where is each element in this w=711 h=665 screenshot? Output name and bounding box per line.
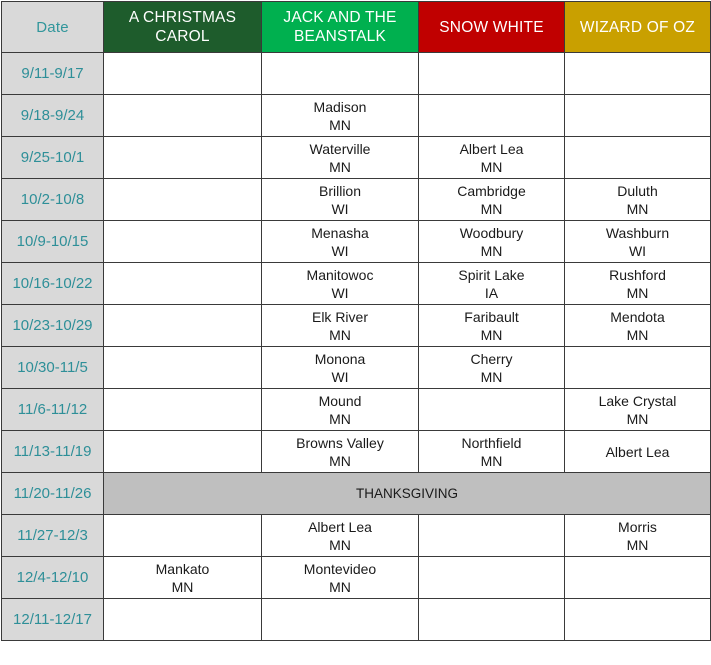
venue-state: MN	[480, 200, 503, 217]
venue-state: WI	[331, 242, 349, 259]
venue-cell	[565, 515, 711, 557]
venue-state: MN	[329, 452, 351, 469]
venue-state: MN	[626, 200, 649, 217]
venue-city: Albert Lea	[459, 140, 524, 157]
venue-cell	[262, 263, 419, 305]
venue-state: MN	[480, 242, 503, 259]
venue-state: WI	[628, 242, 647, 259]
venue-state: MN	[626, 326, 649, 343]
header-row	[2, 2, 711, 53]
schedule-row	[2, 473, 711, 515]
venue-state: MN	[480, 368, 503, 385]
venue-cell	[419, 515, 565, 557]
venue-cell	[262, 599, 419, 641]
week-date-cell: 12/11-12/17	[2, 599, 104, 641]
venue-cell	[419, 221, 565, 263]
venue-state: MN	[329, 536, 351, 553]
week-date-cell: 10/30-11/5	[2, 347, 104, 389]
venue-city: Monona	[314, 350, 366, 367]
venue-city: Montevideo	[303, 560, 377, 577]
venue-city: Menasha	[311, 224, 369, 241]
venue-cell	[419, 557, 565, 599]
show-header-jack-beanstalk: JACK AND THE BEANSTALK	[262, 2, 419, 53]
schedule-row	[2, 137, 711, 179]
venue-state: MN	[480, 326, 503, 343]
venue-cell	[262, 137, 419, 179]
week-date-cell: 10/2-10/8	[2, 179, 104, 221]
venue-state: MN	[329, 116, 351, 133]
venue-cell	[262, 557, 419, 599]
venue-cell	[419, 95, 565, 137]
venue-city: Mendota	[610, 308, 665, 325]
venue-cell	[565, 431, 711, 473]
schedule-row	[2, 263, 711, 305]
week-date-cell: 12/4-12/10	[2, 557, 104, 599]
date-column-header: Date	[2, 2, 104, 53]
venue-cell	[104, 305, 262, 347]
schedule-body	[2, 53, 711, 641]
venue-city: Rushford	[609, 266, 666, 283]
venue-state: MN	[329, 578, 351, 595]
venue-state: WI	[331, 200, 349, 217]
venue-city: Cambridge	[457, 182, 526, 199]
venue-state: WI	[331, 368, 349, 385]
show-header-christmas-carol: A CHRISTMAS CAROL	[104, 2, 262, 53]
venue-city: Washburn	[605, 224, 670, 241]
venue-cell	[419, 599, 565, 641]
schedule-row	[2, 221, 711, 263]
venue-cell	[104, 347, 262, 389]
holiday-banner: THANKSGIVING	[104, 473, 711, 515]
venue-city: Lake Crystal	[598, 392, 677, 409]
venue-cell	[565, 599, 711, 641]
venue-state: MN	[626, 284, 649, 301]
venue-city: Mound	[318, 392, 362, 409]
venue-cell	[104, 53, 262, 95]
venue-cell	[419, 263, 565, 305]
week-date-cell: 11/27-12/3	[2, 515, 104, 557]
venue-city: Brillion	[318, 182, 361, 199]
venue-cell	[419, 137, 565, 179]
week-date-cell: 10/23-10/29	[2, 305, 104, 347]
venue-cell	[419, 431, 565, 473]
venue-state: IA	[484, 284, 499, 301]
week-date-cell: 9/18-9/24	[2, 95, 104, 137]
venue-city: Faribault	[464, 308, 519, 325]
week-date-cell: 10/9-10/15	[2, 221, 104, 263]
week-date-cell: 11/20-11/26	[2, 473, 104, 515]
week-date-cell: 11/6-11/12	[2, 389, 104, 431]
venue-city: Madison	[313, 98, 367, 115]
venue-city: Browns Valley	[296, 434, 384, 451]
venue-cell	[104, 179, 262, 221]
venue-cell	[565, 137, 711, 179]
venue-cell	[104, 389, 262, 431]
venue-city: Morris	[618, 518, 657, 535]
venue-cell	[419, 347, 565, 389]
venue-cell	[262, 221, 419, 263]
week-date-cell: 9/25-10/1	[2, 137, 104, 179]
week-date-cell: 9/11-9/17	[2, 53, 104, 95]
venue-state: MN	[329, 410, 351, 427]
venue-cell	[262, 515, 419, 557]
venue-cell	[262, 179, 419, 221]
schedule-row	[2, 515, 711, 557]
venue-city: Albert Lea	[605, 443, 670, 460]
venue-state: MN	[480, 452, 503, 469]
venue-cell	[104, 599, 262, 641]
venue-cell	[565, 389, 711, 431]
venue-cell	[565, 347, 711, 389]
week-date-cell: 11/13-11/19	[2, 431, 104, 473]
venue-cell	[565, 95, 711, 137]
venue-cell	[565, 305, 711, 347]
venue-cell	[104, 431, 262, 473]
show-header-snow-white: SNOW WHITE	[419, 2, 565, 53]
venue-state: MN	[171, 578, 194, 595]
venue-city: Albert Lea	[308, 518, 372, 535]
week-date-cell: 10/16-10/22	[2, 263, 104, 305]
venue-state: MN	[329, 326, 351, 343]
schedule-row	[2, 431, 711, 473]
venue-cell	[262, 305, 419, 347]
venue-cell	[262, 53, 419, 95]
schedule-row	[2, 179, 711, 221]
venue-state: MN	[626, 536, 649, 553]
schedule-row	[2, 389, 711, 431]
schedule-row	[2, 347, 711, 389]
venue-city: Northfield	[461, 434, 522, 451]
venue-cell	[565, 557, 711, 599]
venue-city: Waterville	[309, 140, 371, 157]
venue-city: Spirit Lake	[458, 266, 525, 283]
tour-schedule-table	[1, 1, 711, 641]
venue-city: Duluth	[617, 182, 658, 199]
venue-cell	[419, 179, 565, 221]
venue-city: Elk River	[311, 308, 368, 325]
venue-state: MN	[626, 410, 649, 427]
venue-city: Manitowoc	[306, 266, 374, 283]
venue-state: WI	[331, 284, 349, 301]
venue-city: Woodbury	[459, 224, 524, 241]
schedule-row	[2, 95, 711, 137]
venue-cell	[565, 53, 711, 95]
venue-city: Cherry	[470, 350, 513, 367]
schedule-row	[2, 599, 711, 641]
venue-city: Mankato	[155, 560, 210, 577]
venue-cell	[419, 305, 565, 347]
venue-cell	[262, 347, 419, 389]
venue-cell	[565, 179, 711, 221]
venue-cell	[262, 431, 419, 473]
venue-cell	[419, 53, 565, 95]
venue-cell	[104, 263, 262, 305]
venue-state: MN	[480, 158, 503, 175]
venue-cell	[262, 389, 419, 431]
venue-cell	[262, 95, 419, 137]
schedule-row	[2, 557, 711, 599]
show-header-wizard-of-oz: WIZARD OF OZ	[565, 2, 711, 53]
schedule-row	[2, 53, 711, 95]
venue-state: MN	[329, 158, 351, 175]
venue-cell	[565, 221, 711, 263]
venue-cell	[104, 95, 262, 137]
schedule-row	[2, 305, 711, 347]
venue-cell	[419, 389, 565, 431]
venue-cell	[104, 557, 262, 599]
venue-cell	[565, 263, 711, 305]
venue-cell	[104, 221, 262, 263]
venue-cell	[104, 137, 262, 179]
venue-cell	[104, 515, 262, 557]
